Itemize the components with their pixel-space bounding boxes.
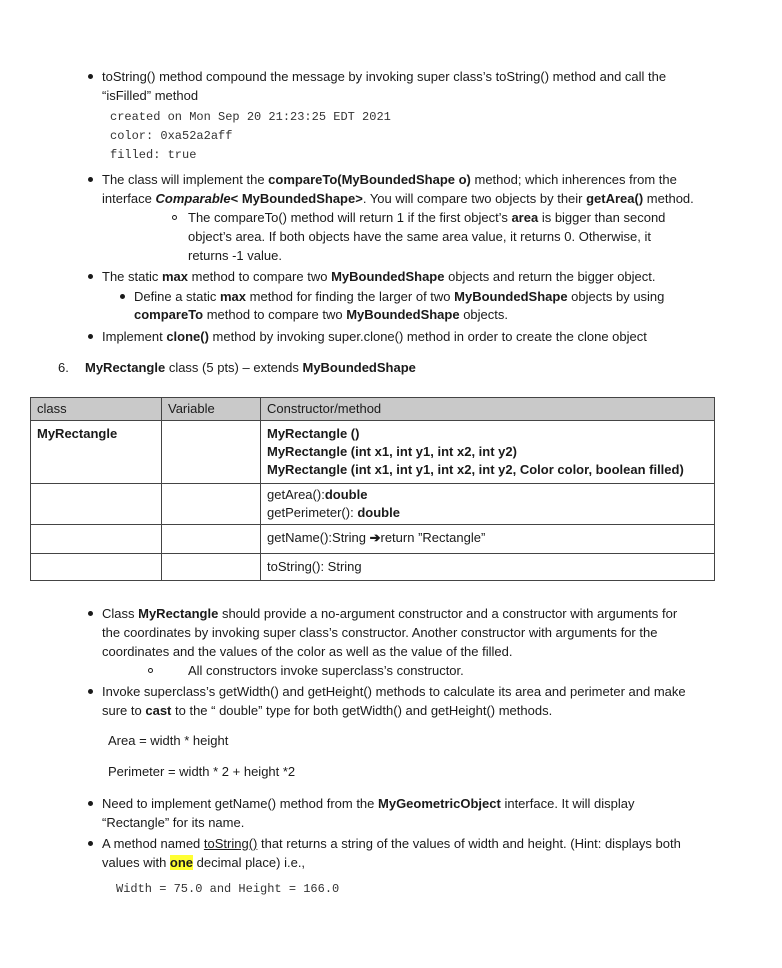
text: A method named (102, 836, 204, 851)
rect-b2-line-1: Invoke superclass’s getWidth() and getHeight() methods to calculate its area and perimeter and make (102, 684, 686, 699)
rect-b1-line-2: the coordinates by invoking super class’s constructor. Another constructor with arguments for the (102, 625, 658, 640)
text: The static (102, 269, 162, 284)
arrow-icon: ➔ (369, 530, 381, 545)
bullet-dot (88, 611, 93, 616)
text-bold: max (220, 289, 247, 304)
text-highlighted: one (169, 855, 194, 870)
table-row (31, 421, 715, 484)
tostring-line-2: “isFilled” method (102, 88, 199, 103)
text-bold: getArea() (586, 191, 644, 206)
sub-bullet-circle (172, 215, 177, 220)
text: decimal place) i.e., (193, 855, 306, 870)
rect-b4-line-1 (102, 835, 681, 853)
code-line: color: 0xa52a2aff (110, 129, 233, 143)
table-header-row (31, 398, 715, 421)
compare-line-2 (102, 190, 694, 208)
text: Define a static (134, 289, 220, 304)
method: getArea(): (267, 487, 325, 502)
text: The compareTo() method will return 1 if the first object’s (188, 210, 512, 225)
methods-cell (261, 484, 715, 525)
text: values with (102, 855, 170, 870)
text-bold: clone() (166, 329, 209, 344)
text: objects. (459, 307, 509, 322)
rect-b1-sub: All constructors invoke superclass’s constructor. (188, 663, 464, 678)
tostring-line-1: toString() method compound the message by invoking super class’s toString() method and call the (102, 69, 667, 84)
section-number: 6. (58, 360, 69, 375)
text-bold: compareTo(MyBoundedShape o) (268, 172, 471, 187)
clone-line (102, 328, 647, 346)
text: is bigger than second (538, 210, 666, 225)
bullet-dot (88, 74, 93, 79)
text: should provide a no-argument constructor and a constructor with arguments for (218, 606, 678, 621)
compare-line-1 (102, 171, 677, 189)
constructors-cell (261, 421, 715, 484)
text: The class will implement the (102, 172, 269, 187)
class-cell (31, 421, 162, 484)
compare-sub-line-1 (188, 209, 665, 227)
class-name: MyRectangle (37, 426, 118, 441)
max-sub-line-1 (134, 288, 664, 306)
text-bold: area (511, 210, 539, 225)
constructor: MyRectangle (int x1, int y1, int x2, int y2) (267, 444, 517, 459)
empty-cell (31, 525, 162, 554)
perimeter-formula: Perimeter = width * 2 + height *2 (108, 764, 296, 779)
max-line-1 (102, 268, 656, 286)
method-return: return ”Rectangle” (380, 530, 486, 545)
header-constructor-method: Constructor/method (261, 398, 715, 421)
text: class (5 pts) – extends (165, 360, 303, 375)
example-output: Width = 75.0 and Height = 166.0 (116, 882, 340, 896)
method: getPerimeter(): (267, 505, 358, 520)
code-line: filled: true (110, 148, 197, 162)
text-bold: < MyBoundedShape> (230, 191, 363, 206)
rect-b1-line-3: coordinates and the values of the color as well as the value of the filled. (102, 644, 513, 659)
text: method by invoking super.clone() method in order to create the clone object (208, 329, 647, 344)
text: Implement (102, 329, 167, 344)
text-bold: MyBoundedShape (331, 269, 445, 284)
variable-cell (162, 421, 261, 484)
text: method for finding the larger of two (246, 289, 455, 304)
rect-b3-line-2: “Rectangle” for its name. (102, 815, 245, 830)
text-bold-italic: Comparable (155, 191, 231, 206)
empty-cell (162, 484, 261, 525)
rect-b1-line-1 (102, 605, 677, 623)
area-formula: Area = width * height (108, 733, 229, 748)
header-variable: Variable (162, 398, 261, 421)
return-type: double (324, 487, 368, 502)
getname-cell (261, 525, 715, 554)
bullet-dot (88, 334, 93, 339)
rect-b4-line-2 (102, 854, 305, 872)
constructor: MyRectangle () (267, 426, 360, 441)
section-heading (58, 359, 416, 377)
bullet-dot (88, 274, 93, 279)
empty-cell (162, 554, 261, 581)
spec-table (30, 397, 715, 581)
empty-cell (31, 554, 162, 581)
text-bold: MyGeometricObject (378, 796, 501, 811)
method: toString(): String (267, 559, 362, 574)
text: method to compare two (188, 269, 332, 284)
text: Need to implement getName() method from the (102, 796, 379, 811)
text: method. (643, 191, 694, 206)
bullet-dot (88, 841, 93, 846)
sub-bullet-circle (148, 668, 153, 673)
constructor: MyRectangle (int x1, int y1, int x2, int y2, Color color, boolean filled) (267, 462, 684, 477)
text: objects by using (567, 289, 665, 304)
text-bold: compareTo (134, 307, 204, 322)
table-row (31, 554, 715, 581)
text-bold: MyBoundedShape (454, 289, 568, 304)
text: Class (102, 606, 139, 621)
text: method; which inherences from the (470, 172, 677, 187)
text: . You will compare two objects by their (362, 191, 587, 206)
text: that returns a string of the values of width and height. (Hint: displays both (257, 836, 681, 851)
empty-cell (31, 484, 162, 525)
return-type: double (357, 505, 400, 520)
compare-sub-line-2: object’s area. If both objects have the same area value, it returns 0. Otherwise, it (188, 229, 651, 244)
text: objects and return the bigger object. (444, 269, 656, 284)
code-line: created on Mon Sep 20 21:23:25 EDT 2021 (110, 110, 391, 124)
text: interface (102, 191, 156, 206)
text-bold: max (161, 269, 188, 284)
table-row (31, 525, 715, 554)
text: interface. It will display (500, 796, 635, 811)
text-bold: MyRectangle (138, 606, 219, 621)
rect-b2-line-2 (102, 702, 552, 720)
text: to the “ double” type for both getWidth() and getHeight() methods. (171, 703, 553, 718)
bullet-dot (88, 177, 93, 182)
rect-b3-line-1 (102, 795, 635, 813)
bullet-dot (88, 689, 93, 694)
bullet-dot (88, 801, 93, 806)
text-underlined: toString() (203, 836, 258, 851)
header-class: class (31, 398, 162, 421)
section-parent-name: MyBoundedShape (302, 360, 416, 375)
text-bold: cast (145, 703, 172, 718)
bullet-dot (120, 294, 125, 299)
tostring-cell (261, 554, 715, 581)
text: sure to (102, 703, 146, 718)
method: getName():String (267, 530, 370, 545)
section-class-name: MyRectangle (85, 360, 166, 375)
text-bold: MyBoundedShape (346, 307, 460, 322)
empty-cell (162, 525, 261, 554)
table-row (31, 484, 715, 525)
max-sub-line-2 (134, 306, 508, 324)
text: method to compare two (203, 307, 347, 322)
compare-sub-line-3: returns -1 value. (188, 248, 282, 263)
